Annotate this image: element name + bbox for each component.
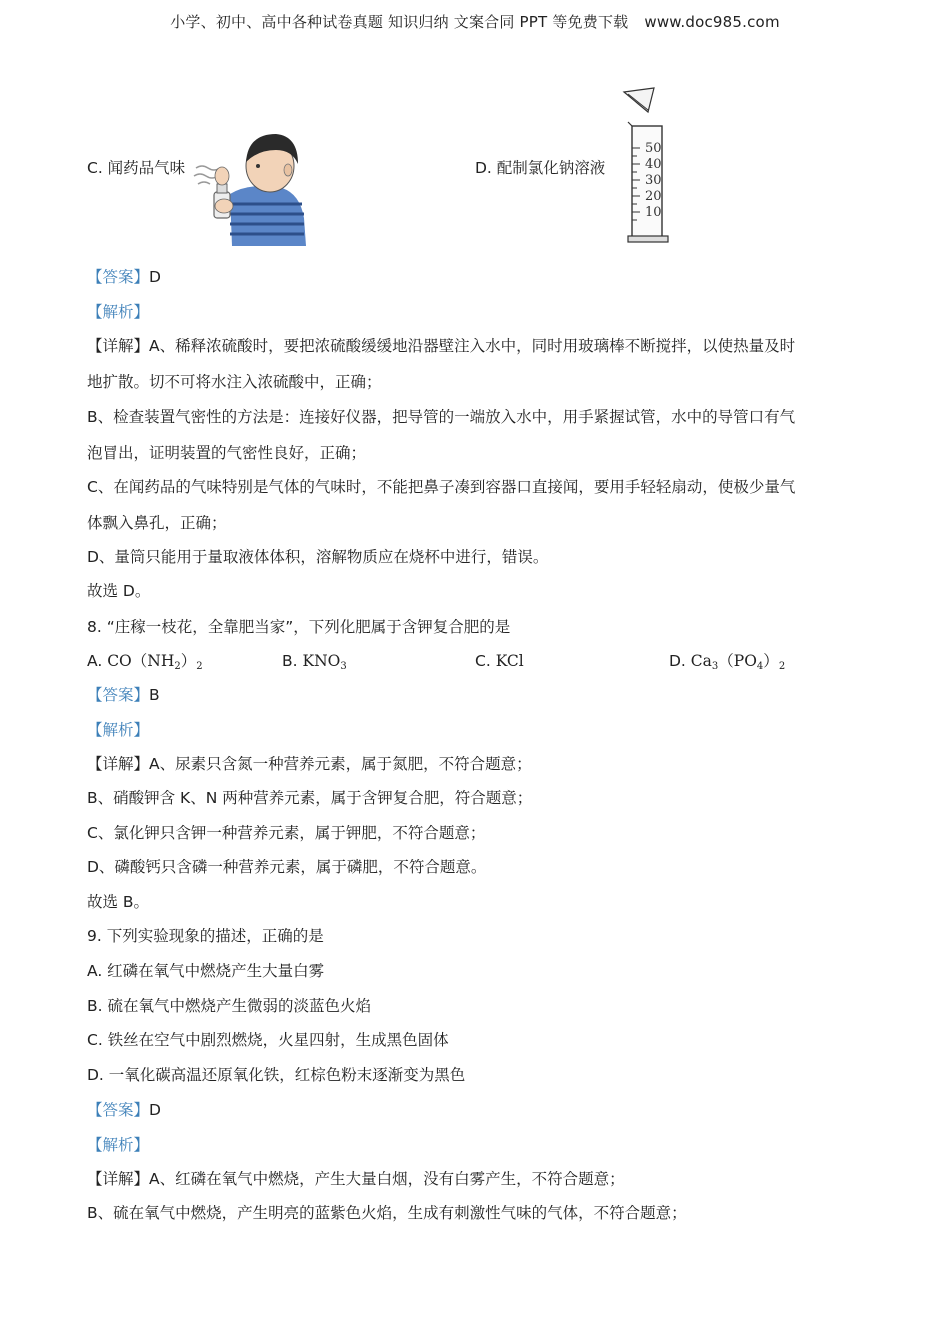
q8-detail-line: D、磷酸钙只含磷一种营养元素，属于磷肥，不符合题意。 bbox=[87, 858, 487, 876]
header-url[interactable]: www.doc985.com bbox=[644, 13, 780, 31]
q8-option-b: B. $KNO_3$ bbox=[282, 652, 347, 672]
q8-detail-line: B、硝酸钾含 K、N 两种营养元素，属于含钾复合肥，符合题意； bbox=[87, 789, 533, 807]
answer-value: D bbox=[149, 268, 161, 286]
q7-analysis-tag: 【解析】 bbox=[87, 303, 150, 321]
cylinder-tick-label: 20 bbox=[645, 189, 662, 204]
q8-answer bbox=[87, 684, 160, 706]
answer-value: B bbox=[149, 686, 160, 704]
smelling-boy-figure bbox=[192, 132, 308, 250]
cylinder-tick-label: 40 bbox=[645, 157, 662, 172]
q9-detail-line: B、硫在氧气中燃烧，产生明亮的蓝紫色火焰，生成有刺激性气味的气体，不符合题意； bbox=[87, 1204, 687, 1222]
cylinder-tick-label: 30 bbox=[645, 173, 662, 188]
q7-detail-line: D、量筒只能用于量取液体体积，溶解物质应在烧杯中进行，错误。 bbox=[87, 548, 549, 566]
detail-text: A、红磷在氧气中燃烧，产生大量白烟，没有白雾产生，不符合题意； bbox=[149, 1170, 625, 1188]
q8-detail-line: C、氯化钾只含钾一种营养元素，属于钾肥，不符合题意； bbox=[87, 824, 486, 842]
q8-detail-line: 故选 B。 bbox=[87, 893, 150, 911]
q7-detail-line: C、在闻药品的气味特别是气体的气味时，不能把鼻子凑到容器口直接闻，要用手轻轻扇动，使极少量气 bbox=[87, 478, 796, 496]
q7-detail-line: 体飘入鼻孔，正确； bbox=[87, 514, 227, 532]
q8-option-d: D. $Ca_3(PO_4)_2$ bbox=[669, 652, 786, 672]
q7-detail-line: B、检查装置气密性的方法是：连接好仪器，把导管的一端放入水中，用手紧握试管，水中的导管口有气 bbox=[87, 408, 796, 426]
q7-option-d: D. 配制氯化钠溶液 bbox=[475, 159, 606, 177]
answer-tag: 【答案】 bbox=[87, 268, 150, 286]
q9-option-a: A. 红磷在氧气中燃烧产生大量白雾 bbox=[87, 962, 325, 980]
answer-tag: 【答案】 bbox=[87, 1101, 150, 1119]
answer-tag: 【答案】 bbox=[87, 686, 150, 704]
detail-tag: 【详解】 bbox=[87, 337, 150, 355]
q7-detail-line: 地扩散。切不可将水注入浓硫酸中，正确； bbox=[87, 373, 382, 391]
q9-stem: 9. 下列实验现象的描述，正确的是 bbox=[87, 927, 324, 945]
graduated-cylinder-icon bbox=[618, 86, 682, 246]
q8-option-a: A. $CO(NH_2)_2$ bbox=[87, 652, 203, 672]
q7-detail-line bbox=[87, 335, 795, 357]
answer-value: D bbox=[149, 1101, 161, 1119]
q7-option-c: C. 闻药品气味 bbox=[87, 159, 186, 177]
q7-detail-line: 故选 D。 bbox=[87, 582, 151, 600]
q9-option-c: C. 铁丝在空气中剧烈燃烧，火星四射，生成黑色固体 bbox=[87, 1031, 449, 1049]
q8-option-c: C. KCl bbox=[475, 652, 524, 670]
detail-text: A、尿素只含氮一种营养元素，属于氮肥，不符合题意； bbox=[149, 755, 532, 773]
q8-analysis-tag: 【解析】 bbox=[87, 721, 150, 739]
q9-analysis-tag: 【解析】 bbox=[87, 1136, 150, 1154]
page-header bbox=[0, 11, 950, 32]
q7-detail-line: 泡冒出，证明装置的气密性良好，正确； bbox=[87, 444, 367, 462]
detail-tag: 【详解】 bbox=[87, 1170, 150, 1188]
q9-detail-line bbox=[87, 1168, 625, 1190]
graduated-cylinder-figure bbox=[618, 86, 682, 250]
q9-option-d: D. 一氧化碳高温还原氧化铁，红棕色粉末逐渐变为黑色 bbox=[87, 1066, 466, 1084]
smelling-boy-icon bbox=[192, 132, 308, 246]
q8-stem: 8. “庄稼一枝花，全靠肥当家”，下列化肥属于含钾复合肥的是 bbox=[87, 618, 511, 636]
cylinder-tick-label: 10 bbox=[645, 205, 662, 220]
cylinder-tick-label: 50 bbox=[645, 141, 662, 156]
header-text: 小学、初中、高中各种试卷真题 知识归纳 文案合同 PPT 等免费下载 bbox=[170, 13, 629, 31]
q7-answer bbox=[87, 266, 161, 288]
q9-option-b: B. 硫在氧气中燃烧产生微弱的淡蓝色火焰 bbox=[87, 997, 371, 1015]
detail-tag: 【详解】 bbox=[87, 755, 150, 773]
q8-detail-line bbox=[87, 753, 532, 775]
detail-text: A、稀释浓硫酸时，要把浓硫酸缓缓地沿器壁注入水中，同时用玻璃棒不断搅拌，以使热量及时 bbox=[149, 337, 796, 355]
q9-answer bbox=[87, 1099, 161, 1121]
